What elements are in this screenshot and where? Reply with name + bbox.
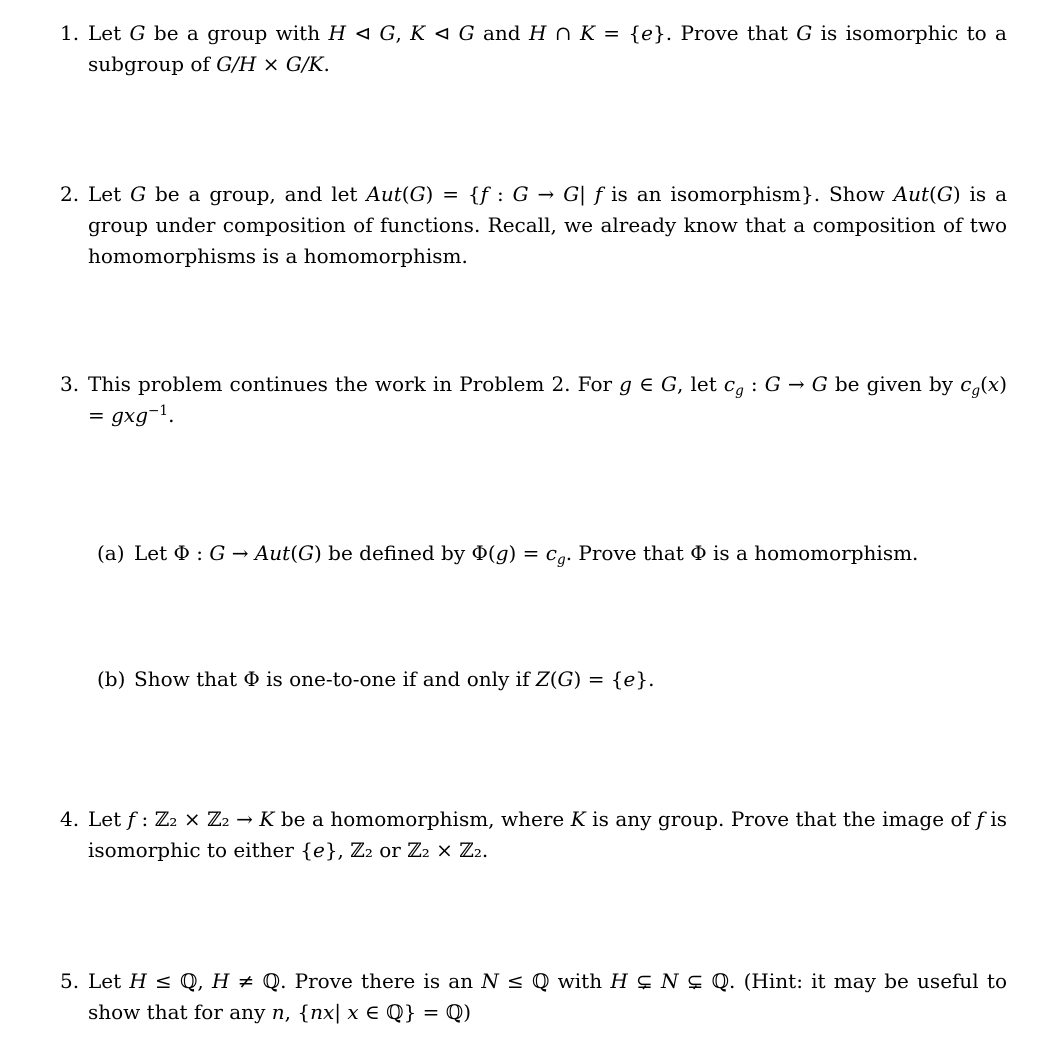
math-italic: f [594, 182, 603, 206]
math-italic: H [528, 21, 547, 45]
math-italic: f [976, 807, 984, 831]
text-run: , { [284, 1000, 311, 1024]
text-run: }. [635, 667, 655, 691]
text-run: ) is a group under composition of functions. Recall, we already know that a composition of two homomorphisms is a homomorphism. [88, 182, 1008, 268]
math-italic: x [987, 372, 1000, 396]
math-italic: f [127, 807, 136, 831]
math-italic: Aut [366, 182, 402, 206]
text-run: . Prove that Φ is a homomorphism. [565, 541, 919, 565]
math-italic: e [312, 838, 325, 862]
text-run: → [780, 372, 812, 396]
subpart-label: (a) [97, 541, 125, 565]
problem-text [134, 538, 1007, 569]
problem-2 [60, 179, 1007, 272]
text-run: is any group. Prove that the image of [585, 807, 977, 831]
text-run: ≤ ℚ with [498, 969, 611, 993]
math-italic: G/H [216, 52, 257, 76]
text-run: Let Φ : [134, 541, 210, 565]
text-run: and [474, 21, 529, 45]
text-run: ) = [508, 541, 546, 565]
math-italic: G [130, 182, 147, 206]
math-italic: K [570, 807, 586, 831]
math-italic: nx [310, 1000, 335, 1024]
math-italic: n [271, 1000, 285, 1024]
math-italic: G [661, 372, 678, 396]
text-run: ( [980, 372, 988, 396]
math-italic: G [298, 541, 315, 565]
problem-number: 4. [60, 807, 80, 831]
text-run: ⊊ ℚ. (Hint: it may be useful to show that for any [88, 969, 1007, 1024]
math-italic: Z [535, 667, 550, 691]
math-italic: H [212, 969, 230, 993]
text-run: ) = [88, 372, 1007, 427]
problem-3 [60, 369, 1007, 431]
math-italic: H [610, 969, 628, 993]
text-run: ( [549, 667, 558, 691]
math-italic: G [209, 541, 226, 565]
text-run: | [579, 182, 595, 206]
math-italic: G [764, 372, 781, 396]
math-subscript: g [735, 382, 744, 399]
text-run: is an isomorphism}. Show [602, 182, 894, 206]
problem-text [88, 369, 1007, 431]
math-italic: G [563, 182, 580, 206]
text-run: ⊊ [627, 969, 661, 993]
math-italic: gxg [111, 403, 149, 427]
text-run: ∈ [631, 372, 662, 396]
math-subscript: g [971, 382, 981, 399]
text-run: ) = { [425, 182, 481, 206]
math-italic: f [480, 182, 489, 206]
math-italic: Aut [254, 541, 291, 565]
problem-number: 2. [60, 182, 80, 206]
problem-text [88, 966, 1007, 1028]
math-italic: G [796, 21, 813, 45]
text-run: ≤ ℚ, [146, 969, 213, 993]
math-italic: g [619, 372, 632, 396]
math-italic: G [512, 182, 529, 206]
text-run: | [334, 1000, 348, 1024]
text-run: ⊲ [345, 21, 380, 45]
subpart-label: (b) [97, 667, 126, 691]
math-italic: G [557, 667, 574, 691]
text-run: : ℤ₂ × ℤ₂ → [135, 807, 260, 831]
text-run: }, ℤ₂ or ℤ₂ × ℤ₂. [324, 838, 489, 862]
math-italic: G [379, 21, 396, 45]
text-run: Let [88, 21, 130, 45]
text-run: Show that Φ is one-to-one if and only if [134, 667, 536, 691]
text-run: be a group with [145, 21, 329, 45]
text-run: ) = { [573, 667, 624, 691]
math-italic: e [623, 667, 636, 691]
text-run: → [225, 541, 255, 565]
text-run: : [488, 182, 513, 206]
text-run: . [168, 403, 175, 427]
text-run: ≠ ℚ. Prove there is an [229, 969, 482, 993]
text-run: = { [594, 21, 642, 45]
problem-4 [60, 804, 1007, 866]
math-italic: H [129, 969, 147, 993]
math-italic: K [579, 21, 595, 45]
math-italic: K [410, 21, 426, 45]
problem-number: 5. [60, 969, 80, 993]
text-run: Let [88, 182, 131, 206]
math-italic: x [347, 1000, 359, 1024]
problem-text [88, 804, 1007, 866]
text-run: Let [88, 969, 130, 993]
text-run: }. Prove that [652, 21, 797, 45]
text-run: ( [290, 541, 299, 565]
text-run: ∩ [546, 21, 580, 45]
math-italic: Aut [893, 182, 930, 206]
problem-text [88, 18, 1007, 80]
text-run: , let [677, 372, 724, 396]
math-italic: G [458, 21, 475, 45]
math-italic: c [723, 372, 736, 396]
text-run: is isomorphic to a subgroup of [88, 21, 1007, 76]
text-run: ∈ ℚ} = ℚ) [358, 1000, 472, 1024]
text-run: . [323, 52, 330, 76]
text-run: , [395, 21, 411, 45]
problem-number: 3. [60, 372, 80, 396]
math-italic: G/K [285, 52, 324, 76]
text-run: ( [401, 182, 410, 206]
text-run: : [743, 372, 765, 396]
text-run: → [528, 182, 564, 206]
math-italic: c [545, 541, 557, 565]
text-run: be a group, and let [146, 182, 367, 206]
problem-5 [60, 966, 1007, 1028]
math-italic: H [328, 21, 346, 45]
problem-3a [97, 538, 1007, 569]
text-run: is isomorphic to either { [88, 807, 1007, 862]
text-run: ( [929, 182, 937, 206]
math-superscript: −1 [148, 403, 169, 420]
math-subscript: g [556, 551, 566, 568]
text-run: × [256, 52, 286, 76]
math-italic: e [641, 21, 653, 45]
problem-text [88, 179, 1007, 272]
math-italic: G [129, 21, 146, 45]
math-italic: G [936, 182, 953, 206]
problem-1 [60, 18, 1007, 80]
math-italic: G [409, 182, 426, 206]
problem-3b [97, 664, 1007, 695]
problem-text [134, 664, 1007, 695]
math-italic: G [811, 372, 828, 396]
math-italic: K [259, 807, 275, 831]
text-run: ⊲ [425, 21, 459, 45]
math-italic: N [481, 969, 499, 993]
text-run: This problem continues the work in Problem 2. For [88, 372, 620, 396]
math-italic: g [495, 541, 509, 565]
text-run: be given by [827, 372, 961, 396]
text-run: ) be defined by Φ( [314, 541, 496, 565]
problem-number: 1. [60, 21, 80, 45]
math-italic: c [960, 372, 972, 396]
text-run: Let [88, 807, 128, 831]
text-run: be a homomorphism, where [274, 807, 571, 831]
math-italic: N [660, 969, 679, 993]
